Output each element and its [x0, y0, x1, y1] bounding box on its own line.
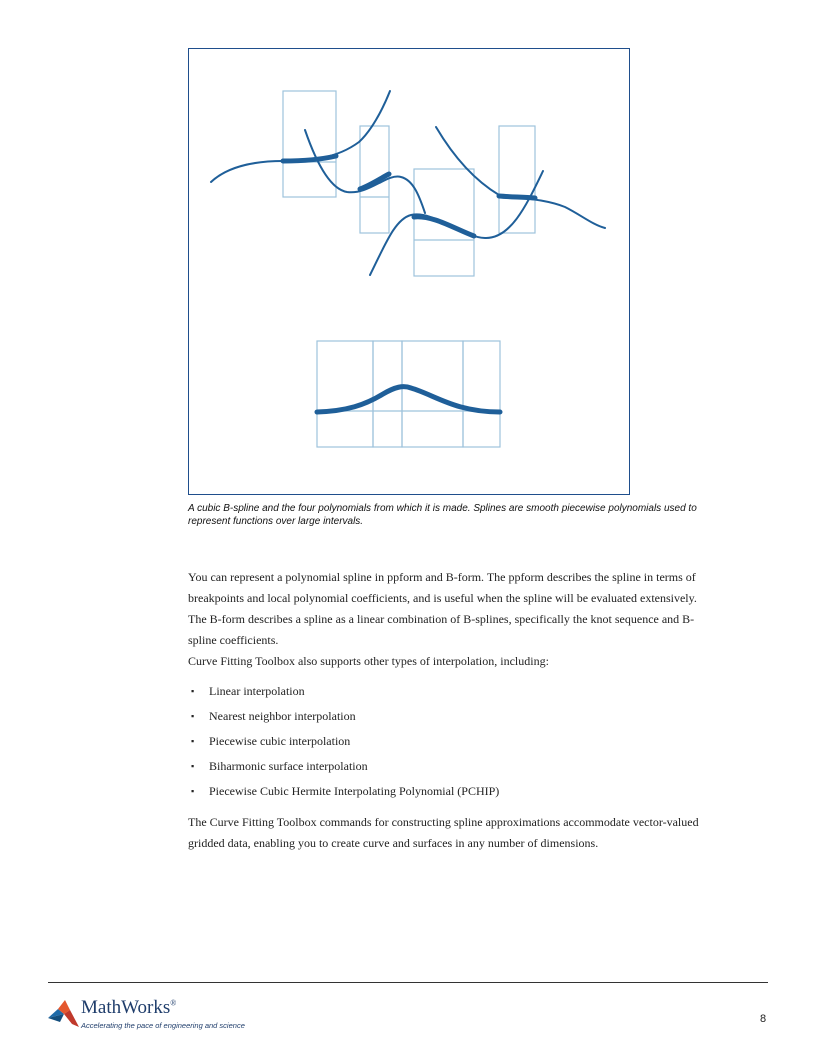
- spline-segment-1: [283, 156, 336, 161]
- bspline-box-4: [463, 341, 500, 447]
- list-item: ▪ Biharmonic surface interpolation: [188, 756, 499, 781]
- bspline-curve: [317, 387, 500, 412]
- membrane-logo-icon: [48, 1000, 80, 1028]
- bullet-icon: ▪: [191, 736, 195, 746]
- list-item: ▪ Piecewise Cubic Hermite Interpolating Polynomial (PCHIP): [188, 781, 499, 806]
- polynomial-curve-1: [211, 91, 390, 182]
- bspline-illustration: [189, 49, 631, 496]
- spline-segment-3: [414, 217, 474, 236]
- polynomial-boxes: [283, 91, 535, 447]
- polynomial-curve-3: [370, 171, 543, 275]
- polynomial-curves: [211, 91, 605, 275]
- mathworks-logo: [48, 997, 245, 1033]
- paragraph-ppform-bform: You can represent a polynomial spline in ppform and B-form. The ppform describes the spline in terms of breakpoints and local polynomial coefficients, and is useful when the spline will be evaluated extensively. The B-form describes a spline as a linear combination of B-splines, specifically the knot sequence and B-spline coefficients.: [188, 570, 697, 647]
- bullet-icon: ▪: [191, 711, 195, 721]
- footer-divider: [48, 982, 768, 983]
- interpolation-list: [188, 681, 499, 806]
- paragraph-vector-valued: The Curve Fitting Toolbox commands for constructing spline approximations accommodate vector-valued gridded data, enabling you to create curve and surfaces in any number of dimensions.: [188, 815, 699, 850]
- bullet-icon: ▪: [191, 786, 195, 796]
- figure-caption: A cubic B-spline and the four polynomials from which it is made. Splines are smooth piecewise polynomials used to represent functions over large intervals.: [188, 503, 697, 527]
- page-number: 8: [760, 1013, 767, 1025]
- spline-segment-4: [499, 196, 535, 198]
- bullet-icon: ▪: [191, 761, 195, 771]
- bspline-figure: [188, 48, 630, 495]
- logo-wordmark: MathWorks®: [81, 997, 177, 1018]
- polynomial-curve-2: [305, 130, 425, 213]
- bspline-box-1: [317, 341, 373, 447]
- spline-segment-2: [360, 174, 389, 189]
- paragraph-interpolation-intro: Curve Fitting Toolbox also supports other types of interpolation, including:: [188, 654, 549, 668]
- list-item: ▪ Linear interpolation: [188, 681, 499, 706]
- logo-tagline: Accelerating the pace of engineering and science: [81, 1021, 245, 1030]
- spline-segments: [283, 156, 535, 412]
- list-item: ▪ Piecewise cubic interpolation: [188, 731, 499, 756]
- list-item: ▪ Nearest neighbor interpolation: [188, 706, 499, 731]
- bullet-icon: ▪: [191, 686, 195, 696]
